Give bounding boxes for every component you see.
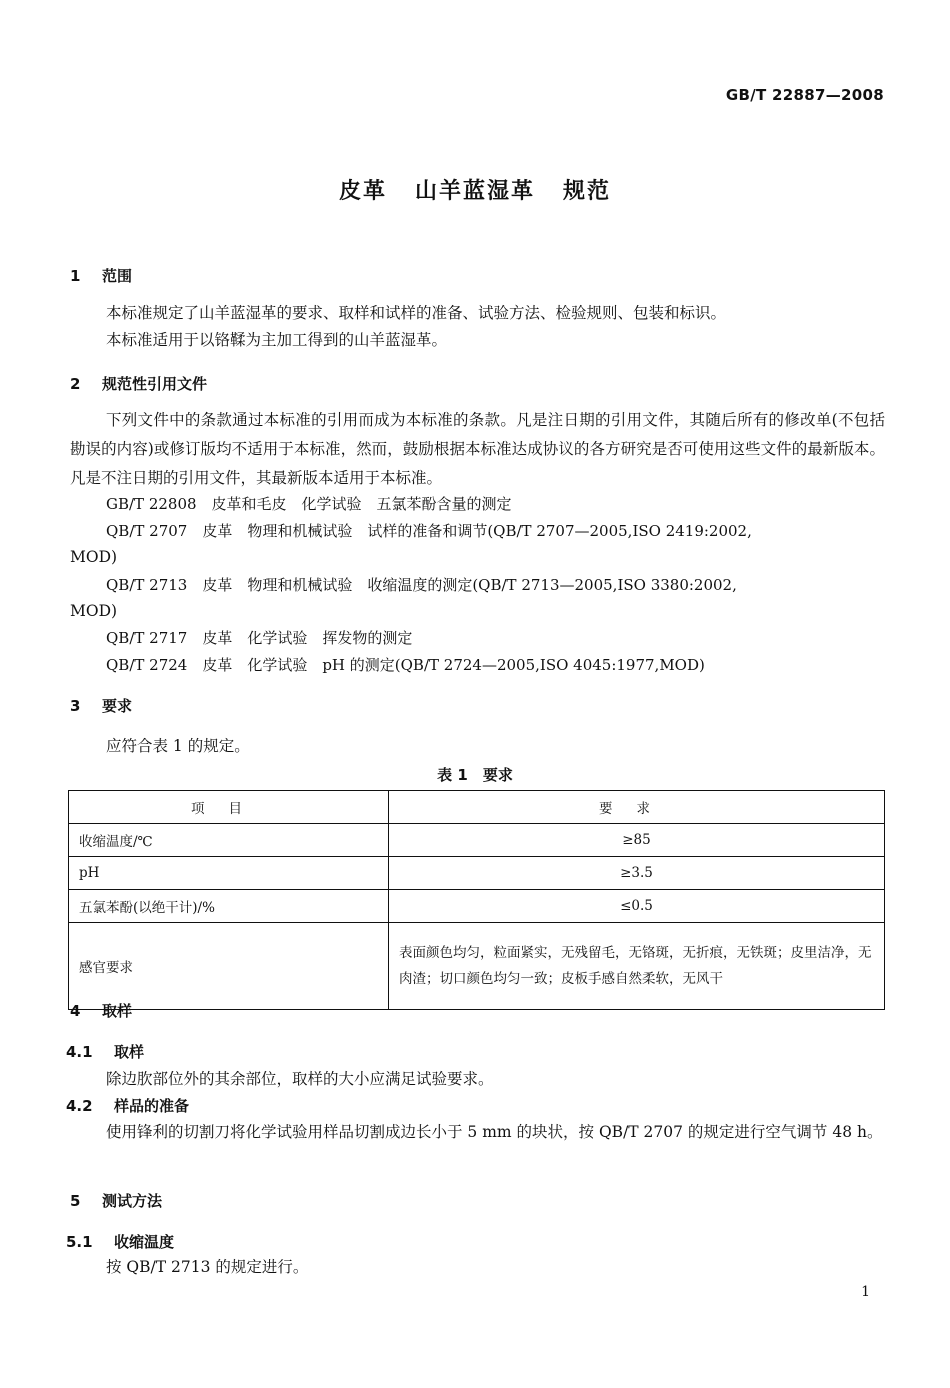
- reference-item: QB/T 2707 皮革 物理和机械试验 试样的准备和调节(QB/T 2707—2005,ISO 2419:2002,: [106, 522, 752, 540]
- row-value: ≥3.5: [389, 857, 885, 890]
- standard-code: GB/T 22887—2008: [725, 86, 884, 104]
- section-number: 3: [70, 697, 81, 715]
- section-2-heading: [70, 373, 207, 394]
- table-header-row: [69, 791, 885, 824]
- subsection-4-1-heading: [66, 1041, 144, 1062]
- reference-item: QB/T 2713 皮革 物理和机械试验 收缩温度的测定(QB/T 2713—2005,ISO 3380:2002,: [106, 576, 737, 594]
- subsection-4-1-paragraph: 除边肷部位外的其余部位，取样的大小应满足试验要求。: [106, 1070, 494, 1088]
- section-number: 2: [70, 375, 81, 393]
- page-number: 1: [861, 1284, 870, 1300]
- row-value: ≥85: [389, 824, 885, 857]
- section-title: 测试方法: [102, 1192, 163, 1210]
- row-item: pH: [69, 857, 389, 890]
- subsection-number: 4.2: [66, 1097, 93, 1115]
- table-row: [69, 923, 885, 1010]
- column-header-item: 项目: [69, 791, 389, 824]
- table-row: [69, 824, 885, 857]
- section-3-heading: [70, 695, 132, 716]
- section-number: 5: [70, 1192, 81, 1210]
- column-header-requirement: 要求: [389, 791, 885, 824]
- subsection-5-1-heading: [66, 1231, 174, 1252]
- row-value: ≤0.5: [389, 890, 885, 923]
- section-title: 取样: [102, 1002, 133, 1020]
- title-part-2: 山羊蓝湿革: [414, 179, 535, 204]
- section-number: 1: [70, 267, 81, 285]
- section-title: 范围: [102, 267, 133, 285]
- row-item: 收缩温度/℃: [69, 824, 389, 857]
- subsection-5-1-paragraph: 按 QB/T 2713 的规定进行。: [106, 1258, 309, 1276]
- section-2-intro: 下列文件中的条款通过本标准的引用而成为本标准的条款。凡是注日期的引用文件，其随后所有的修改单(不包括勘误的内容)或修订版均不适用于本标准，然而，鼓励根据本标准达成协议的各方研究是否可使用这些文件的最新版本。凡是不注日期的引用文件，其最新版本适用于本标准。: [70, 411, 885, 487]
- section-3-paragraph: 应符合表 1 的规定。: [106, 737, 250, 755]
- section-title: 规范性引用文件: [102, 375, 208, 393]
- section-1-heading: [70, 265, 132, 286]
- table-caption: 表 1 要求: [437, 766, 513, 784]
- subsection-number: 4.1: [66, 1043, 93, 1061]
- section-4-heading: [70, 1000, 132, 1021]
- reference-item-continuation: MOD): [70, 548, 118, 566]
- subsection-4-2-paragraph: 使用锋利的切割刀将化学试验用样品切割成边长小于 5 mm 的块状，按 QB/T 2707 的规定进行空气调节 48 h。: [106, 1123, 883, 1141]
- row-item: 五氯苯酚(以绝干计)/%: [69, 890, 389, 923]
- section-1-paragraph-1: 本标准规定了山羊蓝湿革的要求、取样和试样的准备、试验方法、检验规则、包装和标识。: [106, 304, 727, 322]
- reference-item: QB/T 2724 皮革 化学试验 pH 的测定(QB/T 2724—2005,ISO 4045:1977,MOD): [106, 656, 705, 674]
- row-value: 表面颜色均匀，粒面紧实，无残留毛，无铬斑，无折痕，无铁斑；皮里洁净，无肉渣；切口颜色均匀一致；皮板手感自然柔软，无风干: [389, 923, 885, 1010]
- section-1-paragraph-2: 本标准适用于以铬鞣为主加工得到的山羊蓝湿革。: [106, 331, 448, 349]
- table-row: [69, 890, 885, 923]
- requirements-table: [68, 790, 885, 1010]
- document-title: [0, 174, 950, 205]
- subsection-number: 5.1: [66, 1233, 93, 1251]
- section-title: 要求: [102, 697, 133, 715]
- subsection-4-2-heading: [66, 1095, 189, 1116]
- title-part-1: 皮革: [338, 179, 387, 204]
- reference-item: QB/T 2717 皮革 化学试验 挥发物的测定: [106, 629, 413, 647]
- section-5-heading: [70, 1190, 162, 1211]
- table-row: [69, 857, 885, 890]
- row-item: 感官要求: [69, 923, 389, 1010]
- subsection-title: 收缩温度: [114, 1233, 175, 1251]
- subsection-title: 取样: [114, 1043, 145, 1061]
- reference-item-continuation: MOD): [70, 602, 118, 620]
- section-number: 4: [70, 1002, 81, 1020]
- subsection-title: 样品的准备: [114, 1097, 190, 1115]
- title-part-3: 规范: [563, 179, 612, 204]
- reference-item: GB/T 22808 皮革和毛皮 化学试验 五氯苯酚含量的测定: [106, 495, 512, 513]
